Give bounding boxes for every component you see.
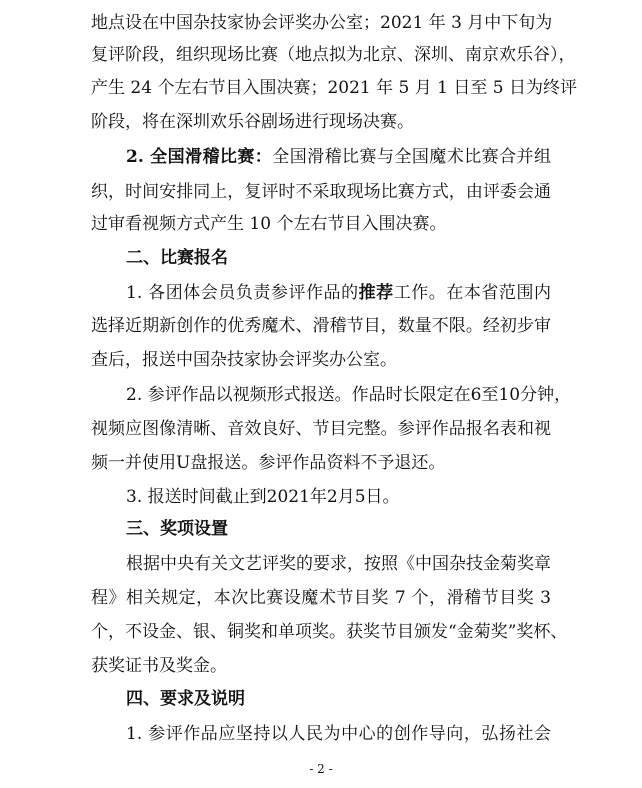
item-title: 2. 全国滑稽比赛：	[126, 147, 273, 167]
paragraph-line: 织，时间安排同上，复评时不采取现场比赛方式，由评委会通	[91, 182, 551, 202]
section-heading-awards: 三、奖项设置	[126, 519, 228, 539]
paragraph-line: 选择近期新创作的优秀魔术、滑稽节目，数量不限。经初步审	[91, 316, 551, 336]
paragraph-line: 复评阶段，组织现场比赛（地点拟为北京、深圳、南京欢乐谷），	[91, 45, 576, 65]
section-heading-registration: 二、比赛报名	[126, 248, 228, 268]
paragraph-line: 阶段，将在深圳欢乐谷剧场进行现场决赛。	[91, 112, 414, 132]
text-segment: 1. 各团体会员负责参评作品的	[126, 283, 359, 303]
paragraph-line: 程》相关规定，本次比赛设魔术节目奖 7 个，滑稽节目奖 3	[91, 588, 551, 608]
paragraph-line: 根据中央有关文艺评奖的要求，按照《中国杂技金菊奖章	[126, 554, 551, 574]
paragraph-line: 个，不设金、银、铜奖和单项奖。获奖节目颁发“金菊奖”奖杯、	[91, 622, 568, 642]
item-text: 全国滑稽比赛与全国魔术比赛合并组	[272, 147, 552, 167]
paragraph-line: 2. 参评作品以视频形式报送。作品时长限定在6至10分钟，	[126, 385, 572, 405]
section-item-2-line	[126, 146, 551, 168]
paragraph-line: 过审看视频方式产生 10 个左右节目入围决赛。	[91, 214, 447, 234]
text-segment: 工作。在本省范围内	[393, 283, 552, 303]
paragraph-line: 获奖证书及奖金。	[91, 656, 227, 676]
paragraph-line: 3. 报送时间截止到2021年2月5日。	[126, 487, 400, 507]
paragraph-line: 产生 24 个左右节目入围决赛；2021 年 5 月 1 日至 5 日为终评	[91, 78, 577, 98]
bold-text-segment: 推荐	[358, 283, 394, 303]
paragraph-line: 频一并使用U盘报送。参评作品资料不予退还。	[91, 453, 446, 473]
paragraph-line: 视频应图像清晰、音效良好、节目完整。参评作品报名表和视	[91, 419, 551, 439]
page-number: - 2 -	[309, 762, 333, 776]
section-heading-requirements: 四、要求及说明	[126, 689, 245, 709]
paragraph-line: 查后，报送中国杂技家协会评奖办公室。	[91, 350, 397, 370]
paragraph-line: 1. 参评作品应坚持以人民为中心的创作导向，弘扬社会	[126, 724, 551, 744]
paragraph-line	[126, 282, 551, 304]
paragraph-line: 地点设在中国杂技家协会评奖办公室；2021 年 3 月中下旬为	[91, 13, 553, 33]
